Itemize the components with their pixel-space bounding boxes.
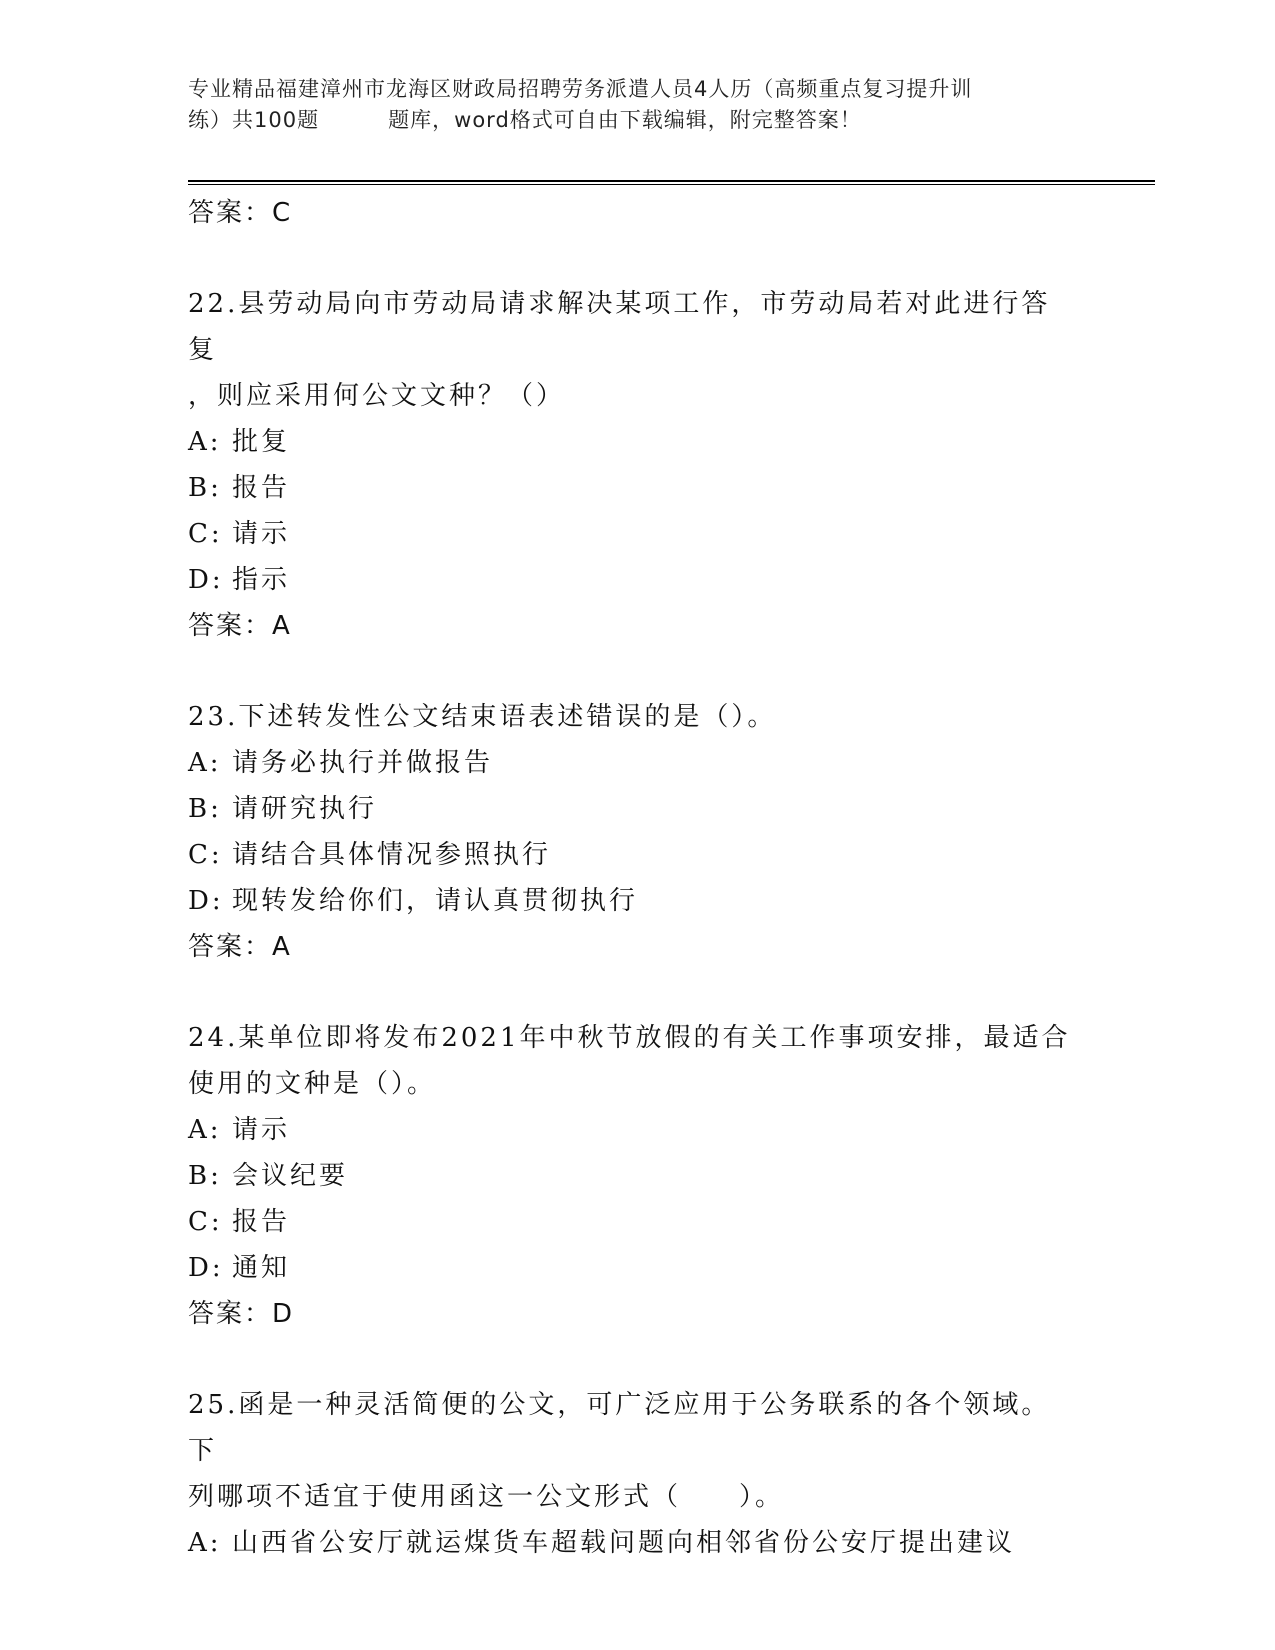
question-22 bbox=[188, 281, 1088, 649]
option-text: 请结合具体情况参照执行 bbox=[232, 840, 552, 870]
header-title-line-2: 练）共100题 题库，word格式可自由下载编辑，附完整答案！ bbox=[188, 108, 862, 132]
option-letter: C: bbox=[188, 840, 223, 870]
option-letter: D: bbox=[188, 1253, 224, 1283]
header-divider-thin bbox=[188, 184, 1155, 185]
option-text: 请务必执行并做报告 bbox=[232, 748, 494, 778]
question-stem bbox=[188, 281, 1078, 419]
option-text: 报告 bbox=[232, 473, 291, 503]
option-text: 通知 bbox=[232, 1253, 291, 1283]
question-stem bbox=[188, 1015, 1078, 1107]
option-c bbox=[188, 511, 1088, 557]
option-letter: B: bbox=[188, 1161, 222, 1191]
option-text: 现转发给你们，请认真贯彻执行 bbox=[232, 886, 639, 916]
answer-key: 答案：D bbox=[188, 1299, 295, 1329]
option-text: 请示 bbox=[232, 519, 291, 549]
option-text: 山西省公安厅就运煤货车超载问题向相邻省份公安厅提出建议 bbox=[232, 1528, 1016, 1558]
option-d bbox=[188, 1245, 1088, 1291]
option-letter: A: bbox=[188, 1528, 222, 1558]
option-letter: A: bbox=[188, 427, 222, 457]
option-letter: C: bbox=[188, 1207, 223, 1237]
option-c bbox=[188, 1199, 1088, 1245]
answer-key: 答案：A bbox=[188, 932, 292, 962]
question-stem-line-1: 22.县劳动局向市劳动局请求解决某项工作，市劳动局若对此进行答复 bbox=[188, 289, 1051, 365]
question-stem-line-2: ，则应采用何公文文种？（） bbox=[188, 381, 566, 411]
question-stem-line-2: 列哪项不适宜于使用函这一公文形式（ ）。 bbox=[188, 1482, 785, 1512]
question-stem bbox=[188, 1382, 1078, 1520]
option-letter: B: bbox=[188, 794, 222, 824]
option-a bbox=[188, 1520, 1088, 1566]
document-header bbox=[188, 74, 1088, 136]
question-25 bbox=[188, 1382, 1088, 1566]
question-24 bbox=[188, 1015, 1088, 1337]
question-stem-line-1: 25.函是一种灵活简便的公文，可广泛应用于公务联系的各个领域。下 bbox=[188, 1390, 1051, 1466]
option-text: 报告 bbox=[232, 1207, 291, 1237]
option-text: 请示 bbox=[232, 1115, 291, 1145]
header-divider-thick bbox=[188, 180, 1155, 182]
option-text: 请研究执行 bbox=[232, 794, 378, 824]
header-title-line-1: 专业精品福建漳州市龙海区财政局招聘劳务派遣人员4人历（高频重点复习提升训 bbox=[188, 77, 973, 101]
option-letter: D: bbox=[188, 886, 224, 916]
option-c bbox=[188, 832, 1088, 878]
question-23 bbox=[188, 694, 1088, 970]
option-text: 指示 bbox=[232, 565, 291, 595]
question-list bbox=[188, 190, 1088, 1566]
option-letter: D: bbox=[188, 565, 224, 595]
question-stem-line-2: 使用的文种是（）。 bbox=[188, 1069, 437, 1099]
option-a bbox=[188, 1107, 1088, 1153]
option-a bbox=[188, 740, 1088, 786]
option-letter: A: bbox=[188, 748, 222, 778]
option-d bbox=[188, 878, 1088, 924]
option-b bbox=[188, 1153, 1088, 1199]
question-stem-line-1: 23.下述转发性公文结束语表述错误的是（）。 bbox=[188, 702, 777, 732]
option-letter: B: bbox=[188, 473, 222, 503]
answer-key: 答案：A bbox=[188, 611, 292, 641]
option-letter: C: bbox=[188, 519, 223, 549]
option-b bbox=[188, 465, 1088, 511]
question-stem-line-1: 24.某单位即将发布2021年中秋节放假的有关工作事项安排，最适合 bbox=[188, 1023, 1071, 1053]
option-letter: A: bbox=[188, 1115, 222, 1145]
option-a bbox=[188, 419, 1088, 465]
option-text: 批复 bbox=[232, 427, 291, 457]
option-b bbox=[188, 786, 1088, 832]
question-stem bbox=[188, 694, 1078, 740]
option-text: 会议纪要 bbox=[232, 1161, 349, 1191]
option-d bbox=[188, 557, 1088, 603]
previous-answer: 答案：C bbox=[188, 198, 293, 228]
